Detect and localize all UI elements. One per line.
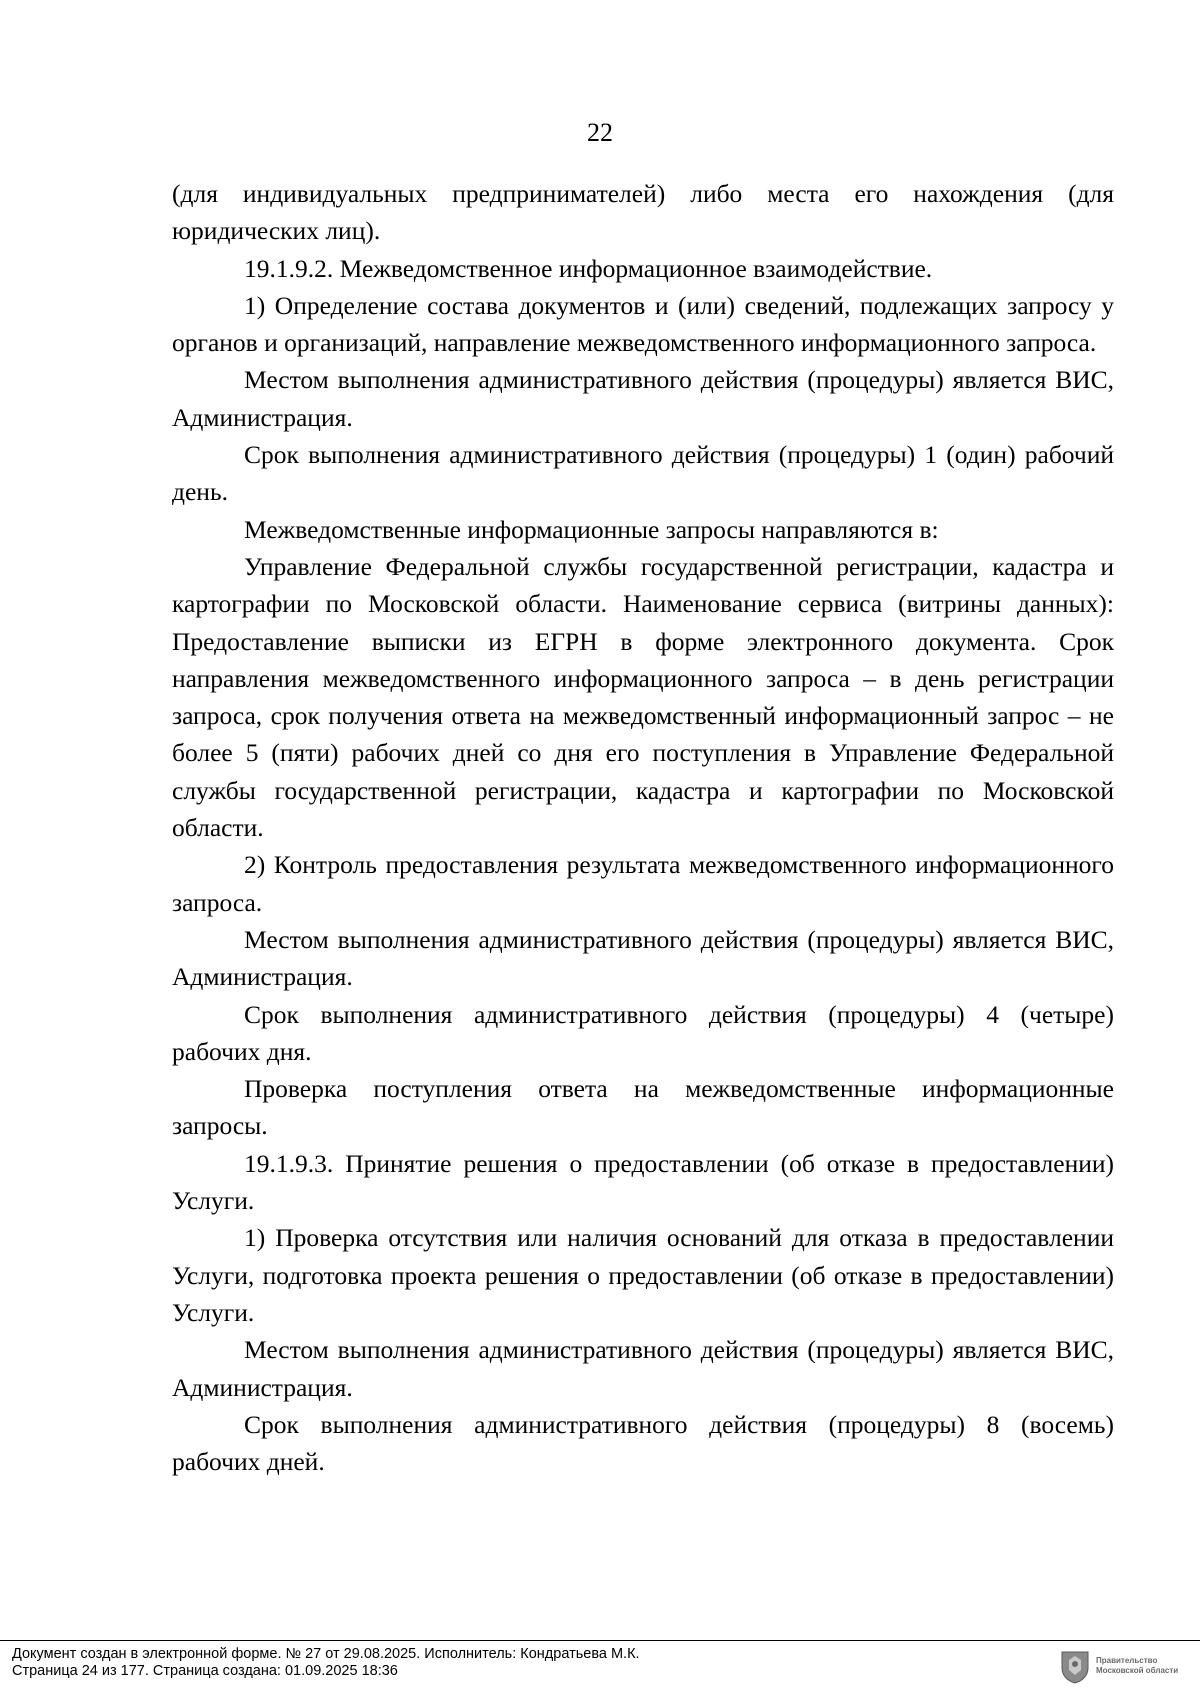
paragraph: 2) Контроль предоставления результата межведомственного информационного запроса. (172, 850, 1114, 917)
logo-caption-line2: Московской области (1096, 1666, 1179, 1675)
footer-page-info: Страница 24 из 177. Страница создана: 01.09.2025 18:36 (12, 1663, 398, 1679)
moscow-region-coat-of-arms-icon (1060, 1648, 1090, 1684)
paragraph: Межведомственные информационные запросы направляются в: (244, 514, 939, 544)
paragraph: Местом выполнения административного действия (процедуры) является ВИС, Администрация. (172, 365, 1114, 432)
paragraph: (для индивидуальных предпринимателей) либо места его нахождения (для юридических лиц). (172, 179, 1114, 246)
page-number: 22 (587, 118, 613, 147)
paragraph: Срок выполнения административного действия (процедуры) 4 (четыре) рабочих дня. (172, 999, 1114, 1066)
footer-divider (0, 1640, 1200, 1641)
paragraph: Управление Федеральной службы государственной регистрации, кадастра и картографии по Московской области. Наименование сервиса (витрины данных): Предоставление выписки из ЕГРН в форме электронного документа. Срок направления межведомственного информационного запроса – в день регистрации запроса, срок получения ответа на межведомственный информационный запрос – не более 5 (пяти) рабочих дней со дня его поступления в Управление Федеральной службы государственной регистрации, кадастра и картографии по Московской области. (172, 551, 1114, 843)
footer-document-info: Документ создан в электронной форме. № 27 от 29.08.2025. Исполнитель: Кондратьева М.К. (12, 1646, 640, 1662)
paragraph: Срок выполнения административного действия (процедуры) 8 (восемь) рабочих дней. (172, 1409, 1114, 1477)
paragraph: Местом выполнения административного действия (процедуры) является ВИС, Администрация. (172, 1335, 1114, 1402)
document-footer (12, 1646, 1052, 1680)
paragraph: Местом выполнения административного действия (процедуры) является ВИС, Администрация. (172, 924, 1114, 992)
paragraph: 19.1.9.3. Принятие решения о предоставлении (об отказе в предоставлении) Услуги. (172, 1148, 1114, 1216)
paragraph: 19.1.9.2. Межведомственное информационное взаимодействие. (244, 253, 933, 283)
paragraph: 1) Определение состава документов и (или) сведений, подлежащих запросу у органов и организаций, направление межведомственного информационного запроса. (172, 290, 1114, 358)
document-body (172, 175, 1114, 1480)
logo-caption-line1: Правительство (1096, 1656, 1158, 1665)
paragraph: 1) Проверка отсутствия или наличия оснований для отказа в предоставлении Услуги, подготовка проекта решения о предоставлении (об отказе в предоставлении) Услуги. (172, 1223, 1114, 1327)
government-logo (1060, 1644, 1192, 1688)
paragraph: Проверка поступления ответа на межведомственные информационные запросы. (172, 1074, 1114, 1141)
logo-caption (1096, 1656, 1178, 1676)
paragraph: Срок выполнения административного действия (процедуры) 1 (один) рабочий день. (172, 440, 1114, 507)
